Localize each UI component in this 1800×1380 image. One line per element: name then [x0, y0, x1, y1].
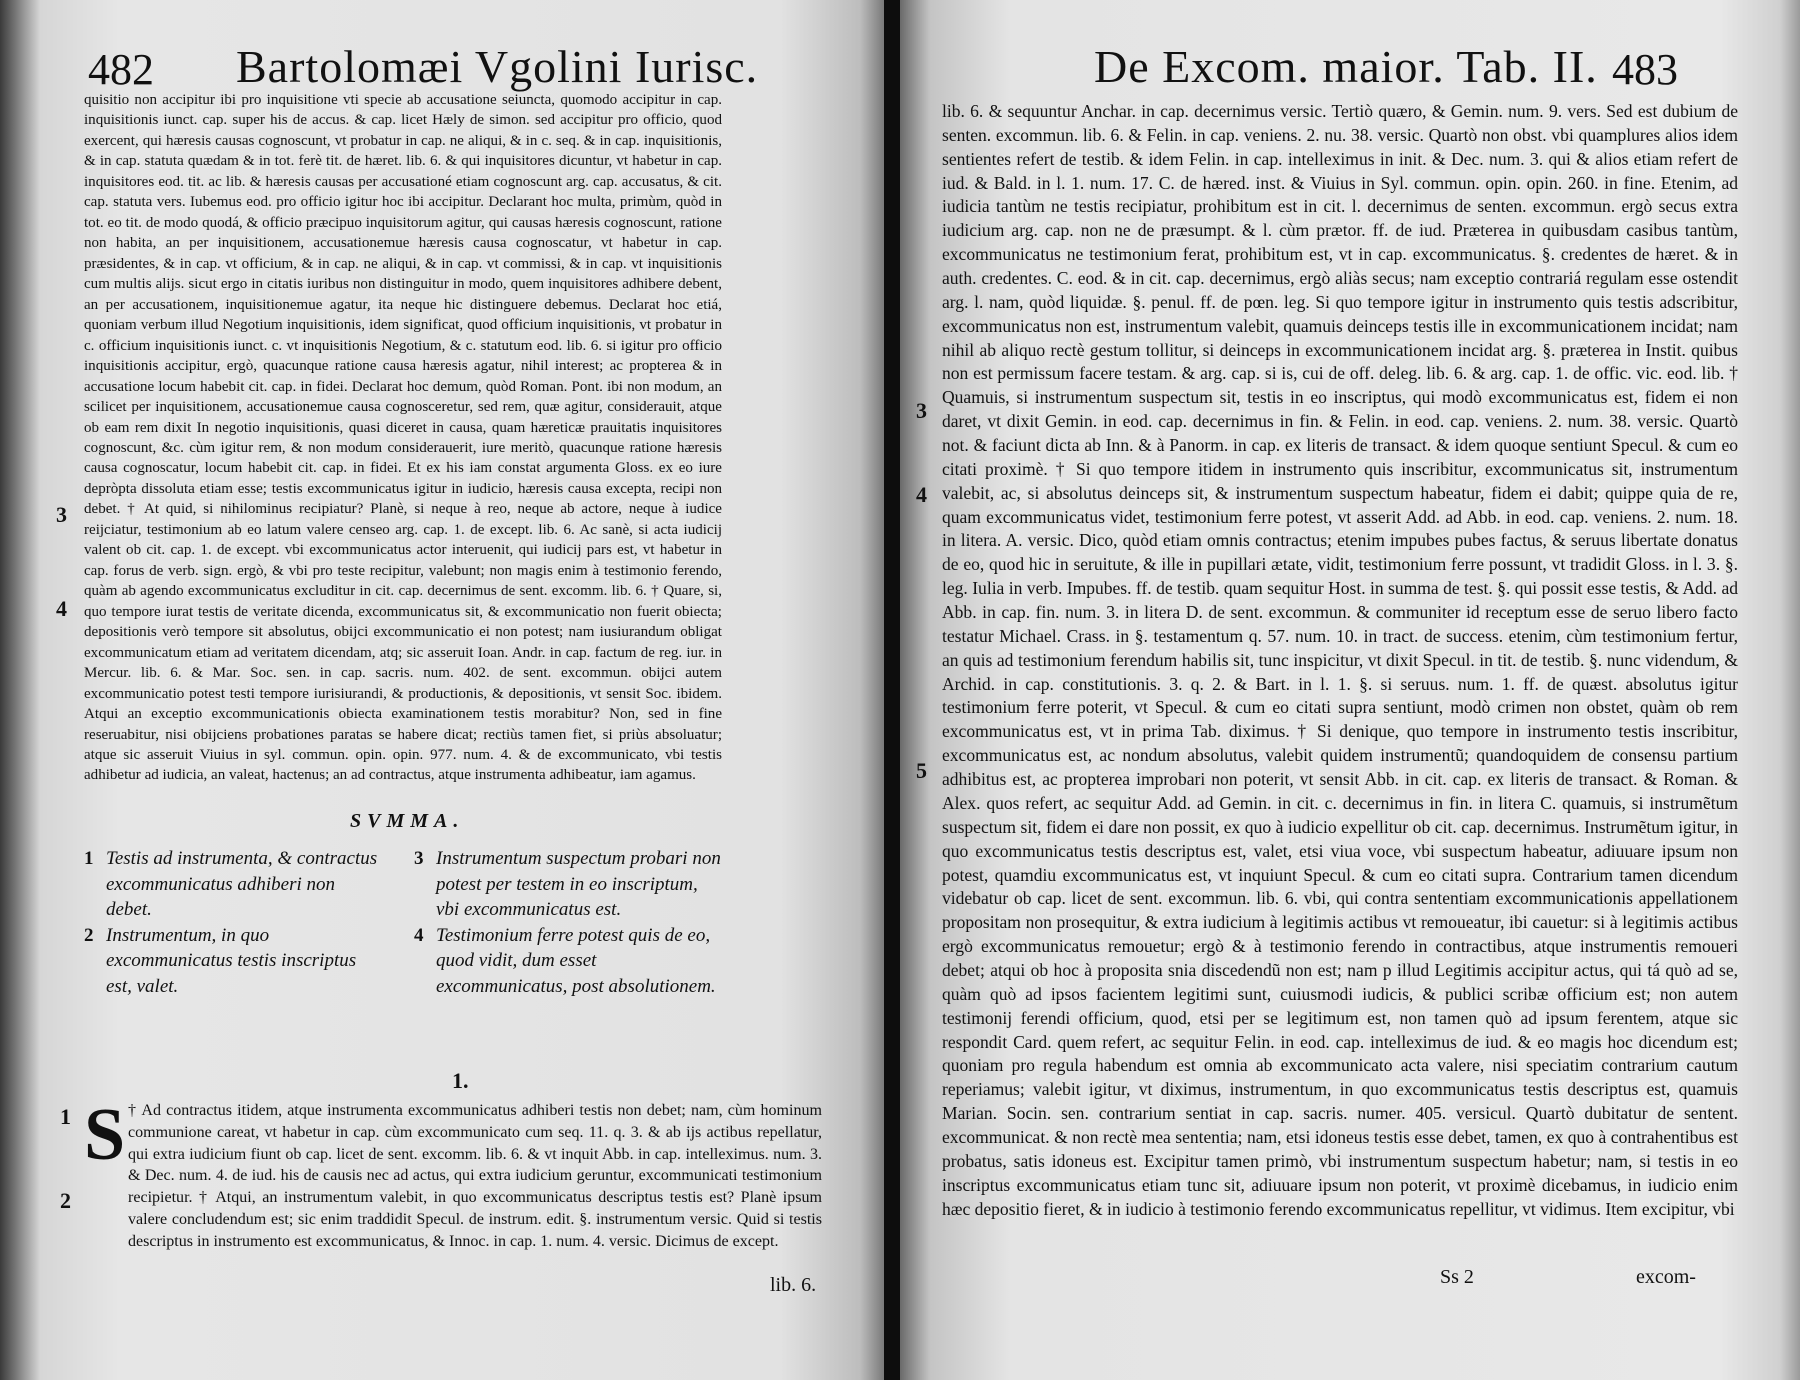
left-running-head: Bartolomæi Vgolini Iurisc. — [236, 41, 759, 92]
left-section-text — [128, 1100, 822, 1253]
summa-item-number: 2 — [84, 924, 94, 946]
summa-column-right — [414, 846, 724, 999]
summa-block — [84, 846, 724, 997]
left-page — [0, 0, 884, 1380]
right-page — [900, 0, 1800, 1380]
right-body-paragraph: lib. 6. & sequuntur Anchar. in cap. decernimus versic. Tertiò quæro, & Gemin. num. 9. vers. Sed est dubium de senten. excommun. lib. 6. & Felin. in cap. veniens. 2. nu. 38. versic. Quartò non obst. vbi quamplures alios idem sentientes refert de testib. & idem Felin. in cap. intelleximus in init. & Dec. num. 3. qui & alios etiam refert de iud. & Bald. in l. 1. num. 17. C. de hæred. inst. & Viuius in Syl. commun. opin. opin. 260. in fine. Etenim, ad iudicia tantùm ne testis recipiatur, prohibitum est in cit. l. decernimus de senten. excommun. ergò secus extra iudicium arg. cap. non ne de præsumpt. & l. cùm prætor. ff. de iud. Præterea in quibusdam casibus tantùm, excommunicatus ne testimonium ferat, prohibitum est, vt in cap. excommunicatus. §. credentes de hæret. & in auth. credentes. C. eod. & in cit. cap. decernimus, ergò aliàs secus; nam exceptio contrariá regulam esse ostendit arg. l. nam, quòd liquidæ. §. penul. ff. de pœn. leg. Si quo tempore igitur in instrumento quis testis adscribitur, excommunicatus non est, instrumentum valebit, quamuis deinceps testis ille in excommunicationem incidat; nam nihil ab aliquo rectè gestum tollitur, si deinceps in excommunicationem incidat arg. §. præterea in Instit. quibus non est permissum facere testam. & arg. cap. si is, cui de off. deleg. lib. 6. & arg. cap. 1. de offic. vic. eod. lib. † Quamuis, si instrumentum suspectum sit, testis in eo inscriptus, qui modò excommunicatus est, fidem ei non daret, vt dixit Gemin. in eod. cap. decernimus in fin. & Felin. in eod. cap. veniens. 2. num. 38. versic. Quartò not. & faciunt dicta ab Inn. & à Panorm. in cap. ex literis de transact. & idem quoque sentiunt Specul. & cum eo citati proximè. † Si quo tempore itidem in instrumento quis inscribitur, excommunicatus sit, instrumentum valebit, ac, si absolutus deinceps sit, & instrumentum suspectum habeatur, fidem ei dabit; quippe quia de re, quam excommunicatus videt, testimonium ferre potest, vt asserit Add. ad Abb. in eod. cap. veniens. 2. num. 18. in litera. A. versic. Dico, quòd etiam omnis contractus; etenim impubes pubes factus, & seruus libertate donatus de eo, quod hic in seruitute, & ille in pupillari ætate, vidit, testimonium ferre possunt, vt tradidit Gloss. in l. 3. §. leg. Iulia in verb. Impubes. ff. de testib. quam sequitur Host. in summa de test. §. qui possit esse testis, & Add. ad Abb. in cap. fin. num. 3. in litera D. de sent. excommun. & communiter id receptum esse de seruo libero facto testatur Michael. Crass. in §. testamentum q. 57. num. 10. in tract. de success. etenim, cùm testimonium fertur, an quis ad testimonium ferendum habilis sit, tunc inspicitur, vt dixit Specul. in tit. de testib. §. nunc videndum, & Archid. in cap. constitutionis. 3. q. 2. & Bart. in l. 1. §. si seruus. num. 1. ff. de quæst. absolutus igitur testimonium ferre poterit, vt Specul. & cum eo citati supra sentiunt, modò crimen non obstet, quàm ob rem excommunicatus est, vt in prima Tab. diximus. † Si denique, quo tempore in instrumento testis inscribitur, excommunicatus est, ac nondum absolutus, valebit quidem instrumentũ; quandoquidem de consensu partium adhibitus est, ac propterea improbari non poterit, vt sensit Abb. in cit. cap. ex literis de transact. & Roman. & Alex. quos refert, ac sequitur Add. ad Gemin. in cit. c. decernimus in fin. in litera C. quamuis, si instrumẽtum suspectum sit, fidem ei dare non possit, ex quo à iudicio expellitur ob cit. cap. decernimus. Instrumẽtum igitur, in quo excommunicatus testis descriptus est, valet, etsi viua voce, vbi suspectum habeatur, adiuuare ipsum non potest, quamdiu excommunicatus est, vt inquiunt Specul. & cum eo citati supra. Contrarium tamen dicendum videbatur ob cap. licet de sent. excommun. lib. 6. vbi, qui contra sententiam excommunicationis appellationem propositam non prosequitur, & extra iudicium à legitimis actibus vt remoueatur, ibi cauetur: si à legitimis actibus ergò excommunicatus remouetur; ergò & à testimonio ferendo in contractibus, atque instrumentis remoueri debet; atqui ob hoc à proposita snia discedendũ non est; nam p illud Legitimis accipitur actus, qui tá quò ad se, quàm quò ad ipsos facientem legitimi sunt, cuiusmodi iudicis, & publici scribæ officium est; non autem testimonij ferendi officium, quod, etsi per se legitimum est, non tamen quò ad ipsum ferentem, atque sic respondit Card. quem refert, ac sequitur Felin. in eod. cap. intelleximus de iud. & eo magis hoc dicendum est; quoniam pro regula habendum est omnia ab excommunicato acta valere, nisi speciatim contrarium cautum reperiamus; valebit igitur, vt diximus, instrumentum, in quo excommunicatus testis descriptus est, quamuis Marian. Socin. sen. contrarium sentiat in cap. sacris. numer. 405. versicul. Quartò dubitatur de sentent. excommunicat. & non rectè mea sententia; nam, etsi idoneus testis esse debet, tamen, ex quo à contrahentibus est probatus, satis idoneus est. Excipitur tamen primò, vbi instrumentum suspectum habetur; nam, si testis in eo inscriptus excommunicatus etiam tunc sit, adiuuare ipsum non poterit, vt proximè dicebamus, in iudicio enim hæc depositio fieret, & in iudicio à testimonio ferendo excommunicatus repellitur, vt vidimus. Item excipitur, vbi — [942, 101, 1738, 1219]
summa-item-text: Testimonium ferre potest quis de eo, quod vidit, dum esset excommunicatus, post absolutionem. — [436, 924, 716, 997]
summa-item-text: Instrumentum suspectum probari non potest per testem in eo inscriptum, vbi excommunicatus est. — [436, 848, 721, 920]
left-margin-number-3: 3 — [56, 502, 67, 527]
summa-item — [84, 846, 384, 923]
right-margin-number-4: 4 — [916, 482, 927, 507]
left-body-text — [84, 90, 722, 786]
left-margin-number-4: 4 — [56, 596, 67, 621]
summa-item-number: 4 — [414, 924, 424, 946]
section-margin-number-1: 1 — [60, 1104, 71, 1129]
left-page-number: 482 — [88, 45, 154, 94]
section-margin-number-2: 2 — [60, 1188, 71, 1213]
summa-item — [84, 923, 384, 1000]
summa-item-text: Instrumentum, in quo excommunicatus testis inscriptus est, valet. — [106, 924, 357, 997]
summa-item — [414, 923, 724, 1000]
summa-column-left — [84, 846, 384, 999]
summa-item-text: Testis ad instrumenta, & contractus excommunicatus adhiberi non debet. — [106, 848, 378, 920]
drop-cap: S — [84, 1094, 126, 1176]
left-catchword: lib. 6. — [770, 1274, 817, 1296]
summa-item — [414, 846, 724, 923]
summa-title: SVMMA. — [350, 810, 465, 832]
right-margin-number-3: 3 — [916, 398, 927, 423]
section-paragraph: † Ad contractus itidem, atque instrumenta excommunicatus adhiberi testis non debet; nam, cùm hominum communione careat, vt habetur in cap. cùm excommunicato cum seq. 11. q. 3. & ab ijs actibus repellatur, qui extra iudicium fiunt ob cap. licet de sent. excomm. lib. 6. & vt inquit Abb. in cap. intelleximus. num. 3. & Dec. num. 4. de iud. his de causis nec ad actus, qui extra iudicium geruntur, excommunicati testimonium recipietur. † Atqui, an instrumentum valebit, in quo excommunicatus descriptus testis est? Planè ipsum valere concludendum est; sic enim traddidit Specul. de instrum. edit. §. instrumentum versic. Quid si testis descriptus in instrumento est excommunicatus, & Innoc. in cap. 1. num. 4. versic. Dicimus de except. — [128, 1102, 822, 1250]
summa-item-number: 3 — [414, 848, 424, 869]
right-catchword: excom- — [1636, 1266, 1696, 1288]
right-margin-number-5: 5 — [916, 758, 927, 783]
signature-mark: Ss 2 — [1440, 1266, 1474, 1288]
right-page-number: 483 — [1612, 45, 1678, 94]
book-gutter — [884, 0, 900, 1380]
section-number: 1. — [452, 1068, 469, 1093]
right-running-head: De Excom. maior. Tab. II. — [1094, 41, 1598, 92]
left-body-paragraph: quisitio non accipitur ibi pro inquisitione vti specie ab accusatione seiuncta, quomodo accipitur in cap. inquisitionis iunct. cap. super his de accus. & cap. licet Hæly de simon. sed accipitur pro officio, quod exercent, qui hæresis causas cognoscunt, vt probatur in cap. ne aliqui, & in c. seq. & in cap. inquisitionis, & in cap. statuta quædam & in tot. ferè tit. de hæret. lib. 6. & qui inquisitores dicuntur, vt habetur in cap. inquisitores eod. tit. ac lib. & hæresis causas per accusationé etiam cognoscunt arg. cap. accusatus, & cit. cap. statuta vers. Iubemus eod. pro officio igitur hoc ibi accipitur. Declarant hoc multa, primùm, quòd in tot. eo tit. de modo quodá, & officio præcipuo inquisitorum agitur, qui causas hæresis cognoscunt, ratione non habita, an per inquisitionem, accusationemue hæresis causa cognoscatur, vt habetur in cap. præsidentes, & in cap. vt officium, & in cap. ne aliqui, & in cap. vt commissi, & in cap. vt inquisitionis cum multis alijs. sicut ergo in citatis iuribus non distinguitur in modo, quem inquisitores adhibere debent, an per accusationem, inquisitionemue agatur, ita neque hic distinguere debemus. Declarat hoc etiá, quoniam verbum illud Negotium inquisitionis, idem significat, quod officium inquisitionis, vt probatur in c. officium inquisitionis iunct. c. vt inquisitionis Negotium, & c. statutum eod. lib. 6. si igitur pro officio inquisitionis accipitur, ergò, quacunque ratione causa hæresis agatur, nihil interest; ac propterea & in accusatione locum habebit cit. cap. in fidei. Declarat hoc demum, quòd Roman. Pont. ibi non modum, an scilicet per inquisitionem, accusationemue causa cognosceretur, sed rem, quæ agitur, considerauit, atque ob eam rem dixit In negotio inquisitionis, quasi diceret in causa, quam hæreticæ prauitatis inquisitores cognoscunt, &c. cùm igitur rem, & non modum considerauerit, iure meritò, quacunque ratione hæresis causa cognoscatur, locum habebit cit. cap. in fidei. Et ex his iam constat argumenta Gloss. ex eo iure depròpta dissoluta etiam esse; testis excommunicatus igitur in iudicio, hæresis causa excepta, recipi non debet. † At quid, si nihilominus recipiatur? Planè, si neque à reo, neque ab actore, neque à iudice reijciatur, testimonium ab eo latum valere censeo arg. cap. 1. de except. lib. 6. Ac sanè, si acta iudicij valent ob cit. cap. 1. de except. vbi excommunicatus actor interuenit, qui iudicij pars est, vt habetur in cap. forus de verb. sign. ergò, & vbi pro teste recipitur, valebunt; non magis enim à testimonio ferendo, quàm ab agendo excommunicatus excluditur in cit. cap. decernimus de sent. excomm. lib. 6. † Quare, si, quo tempore iurat testis de veritate dicenda, excommunicatus sit, & excommunicatio non fuerit obiecta; depositionis verò tempore sit absolutus, obijci excommunicatio ei non potest; nam iusiurandum obligat excommunicatum etiam ad veritatem dicendam, atq; sic asseruit Ioan. Andr. in cap. factum de reg. iur. in Mercur. lib. 6. & Mar. Soc. sen. in cap. sacris. num. 402. de sent. excommun. obijci autem excommunicatio potest testi tempore iurisiurandi, & productionis, & depositionis, vt sensit Soc. ibidem. Atqui an exceptio excommunicationis obiecta examinationem testis morabitur? Non, sed in fine reseruabitur, nisi obijciens probationes paratas se habere dicat; rectiùs tamen fiet, si priùs absoluatur; atque sic asseruit Viuius in syl. commun. opin. opin. 977. num. 4. & de excommunicato, vbi testis adhibetur ad iudicia, an valeat, hactenus; an ad contractus, atque instrumenta adhibeatur, iam agamus. — [84, 92, 722, 784]
right-body-text — [942, 100, 1738, 1221]
summa-item-number: 1 — [84, 848, 94, 869]
